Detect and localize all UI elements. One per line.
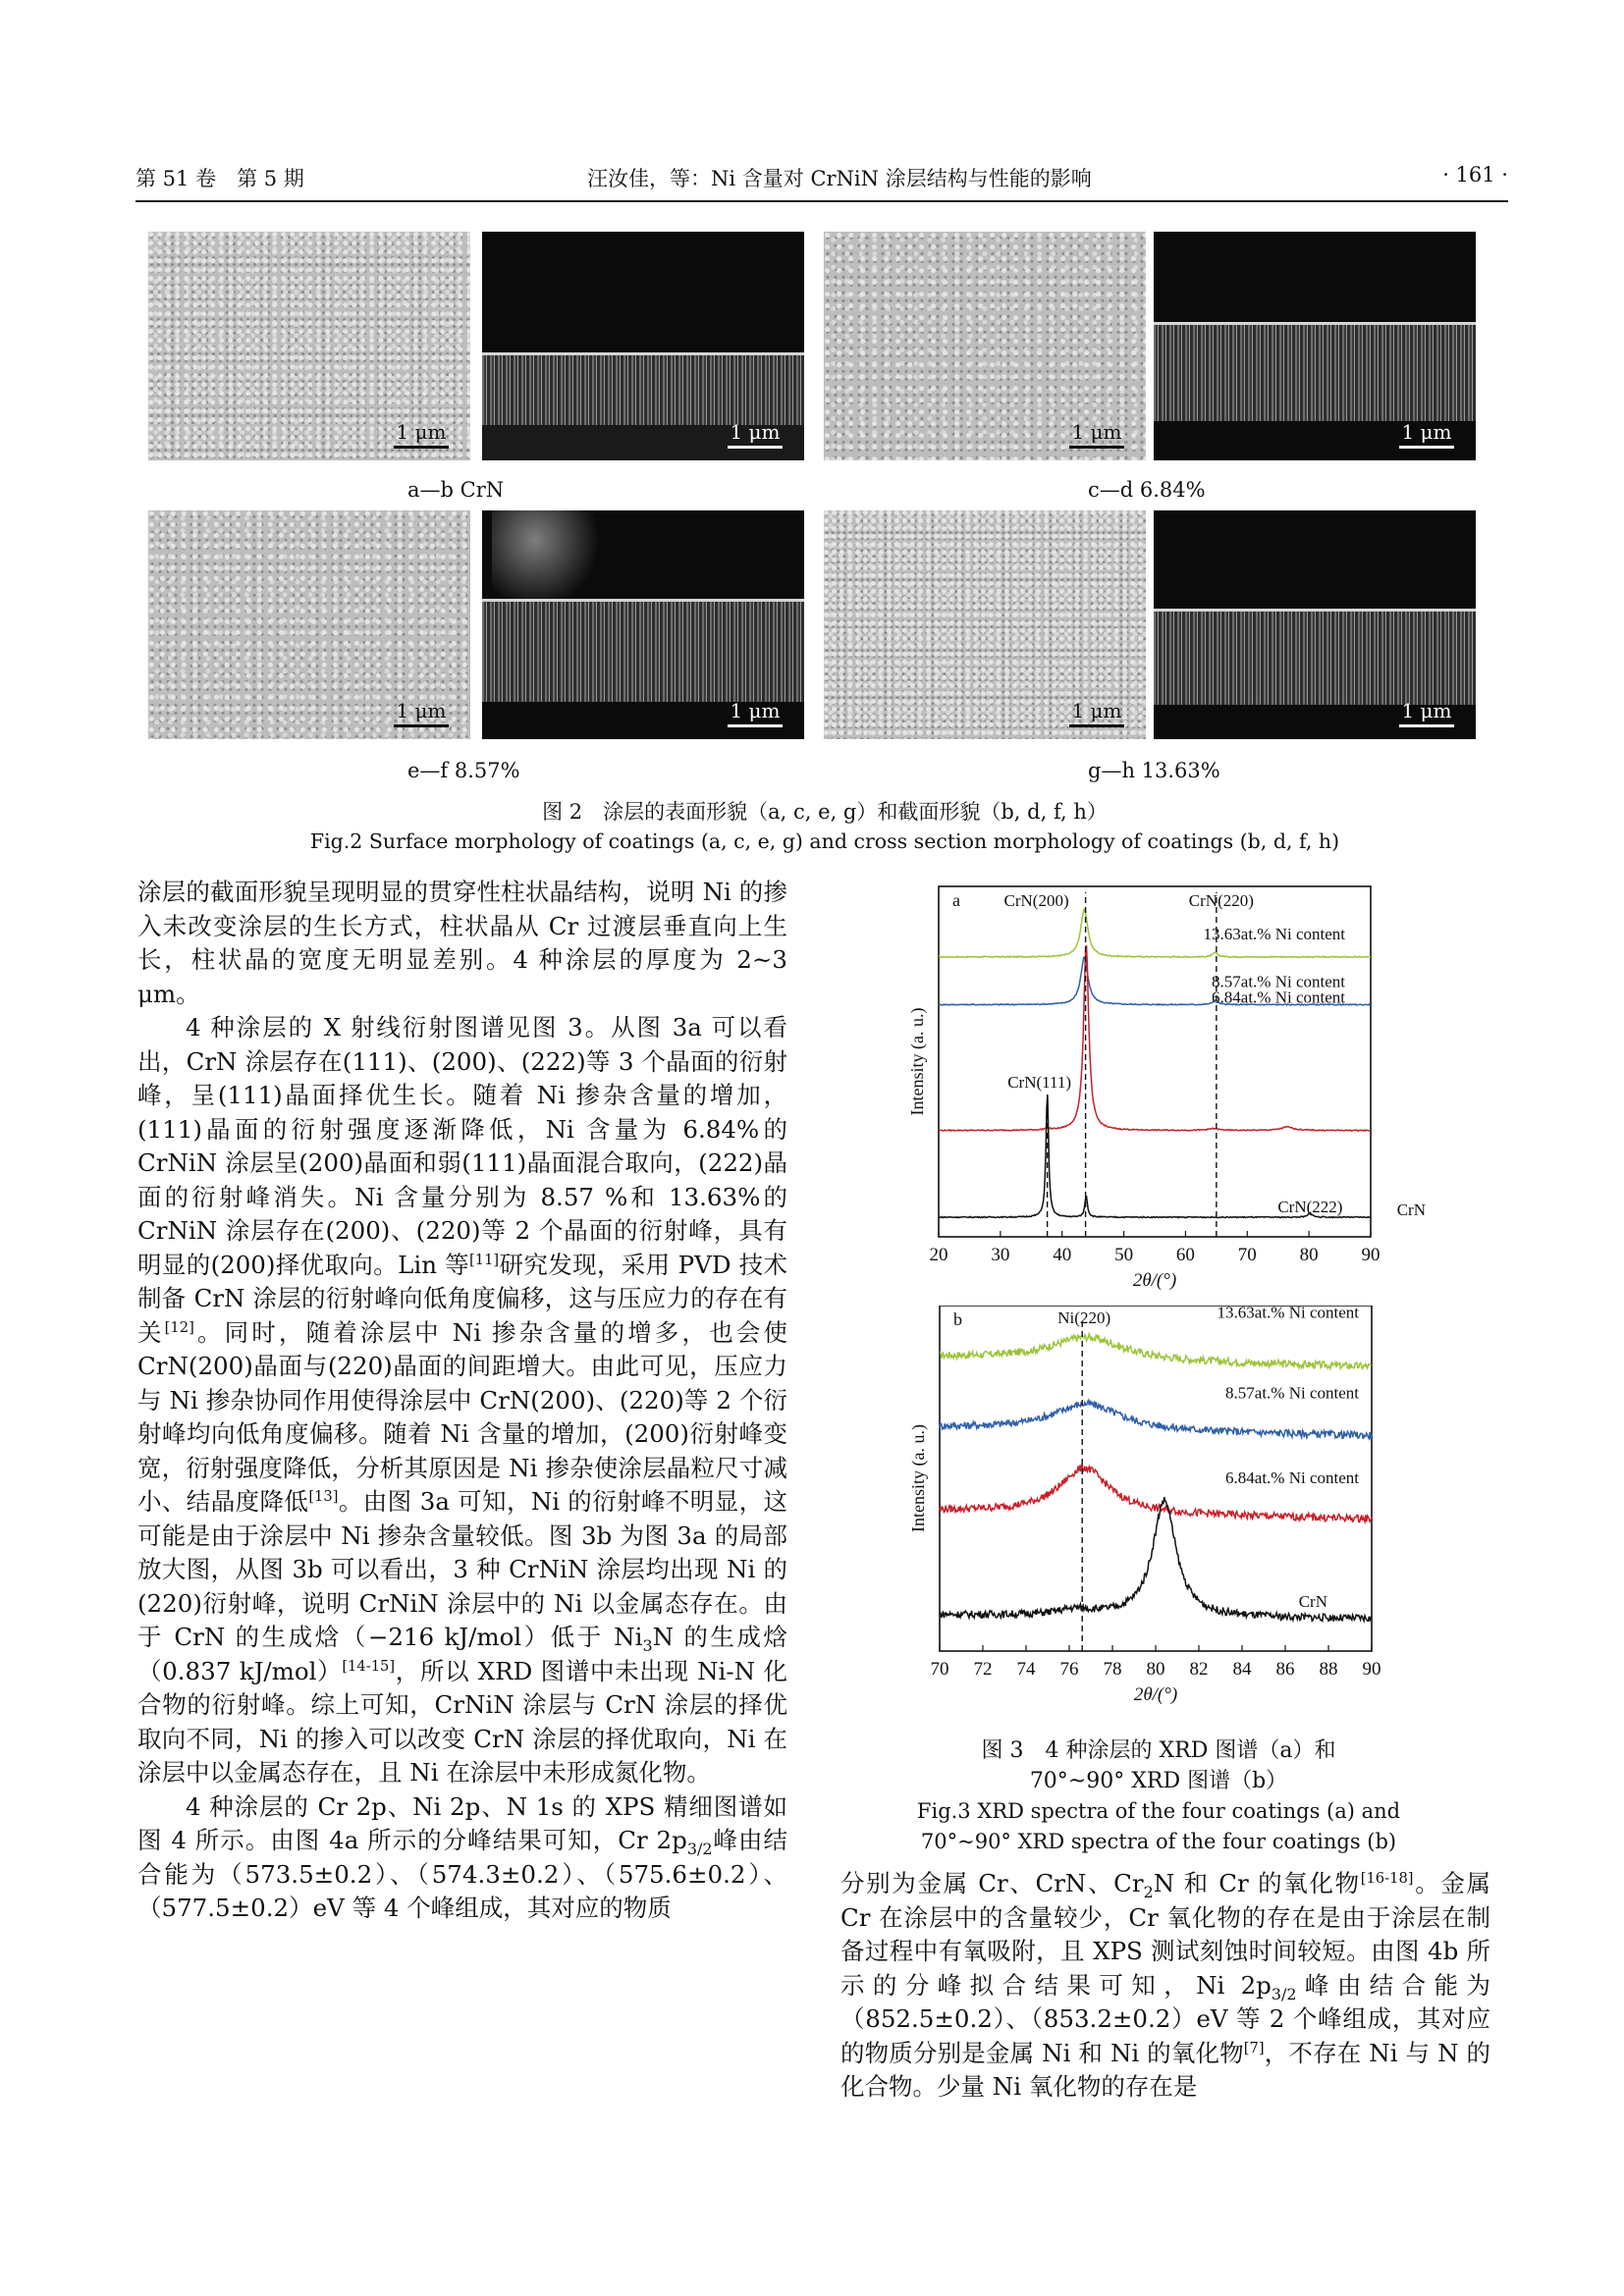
scale-bar <box>394 420 449 449</box>
series-label: 8.57at.% Ni content <box>1212 972 1345 991</box>
figure-3-caption-en-2: 70°~90° XRD spectra of the four coatings (b) <box>920 1830 1397 1853</box>
scale-label: 1 μm <box>730 420 781 444</box>
x-axis-label: 2θ/(°) <box>1132 1270 1177 1291</box>
paragraph-morphology: 涂层的截面形貌呈现明显的贯穿性柱状晶结构，说明 Ni 的掺入未改变涂层的生长方式，柱状晶从 Cr 过渡层垂直向上生长，柱状晶的宽度无明显差别。4 种涂层的厚度为 2~3 μm。 <box>137 878 787 1008</box>
sem-surface-c <box>824 232 1146 460</box>
left-column <box>137 876 787 1926</box>
scale-label: 1 μm <box>1401 699 1452 722</box>
x-tick-label: 70 <box>930 1659 949 1680</box>
text-run: ，不存在 Ni 与 N 的化合物。少量 Ni 氧化物的存在是 <box>840 2038 1490 2101</box>
panel-label: b <box>953 1309 962 1329</box>
panel-label-ef: e—f 8.57% <box>407 759 520 782</box>
x-tick-label: 84 <box>1232 1659 1252 1680</box>
panel-label-ab: a—b CrN <box>407 478 505 502</box>
citation[interactable]: [14-15] <box>342 1657 396 1675</box>
series-label: 8.57at.% Ni content <box>1225 1383 1359 1403</box>
citation[interactable]: [12] <box>164 1318 194 1336</box>
x-tick-label: 78 <box>1103 1659 1122 1680</box>
sem-section-b <box>482 232 804 460</box>
scale-label: 1 μm <box>396 699 447 722</box>
page-number: · 161 · <box>1442 163 1508 187</box>
x-tick-label: 90 <box>1361 1245 1380 1265</box>
subscript: 3/2 <box>686 1839 713 1858</box>
x-tick-label: 30 <box>991 1245 1010 1265</box>
scale-bar <box>728 699 783 727</box>
x-tick-label: 86 <box>1275 1659 1295 1680</box>
text-run: N 和 Cr 的氧化物 <box>1153 1869 1361 1897</box>
panel-label-cd: c—d 6.84% <box>1088 478 1206 502</box>
x-tick-label: 70 <box>1237 1245 1257 1265</box>
figure-3-caption-cn-1: 图 3 4 种涂层的 XRD 图谱（a）和 <box>981 1738 1336 1763</box>
y-axis-label: Intensity (a. u.) <box>907 1007 927 1116</box>
scale-label: 1 μm <box>396 420 447 444</box>
x-tick-label: 76 <box>1059 1659 1079 1680</box>
right-column <box>840 1867 1490 2105</box>
scale-bar <box>394 699 449 727</box>
subscript: 3 <box>642 1635 653 1655</box>
x-tick-label: 20 <box>929 1245 948 1265</box>
xrd-chart-a <box>884 879 1434 1291</box>
x-axis-label: 2θ/(°) <box>1133 1684 1178 1705</box>
x-tick-label: 40 <box>1053 1245 1072 1265</box>
figure-2-caption-en: Fig.2 Surface morphology of coatings (a, c, e, g) and cross section morphology of coatings (b, d, f, h) <box>309 829 1340 853</box>
subscript: 3/2 <box>1271 1984 1297 2003</box>
series-label: 6.84at.% Ni content <box>1212 988 1345 1007</box>
text-run: ，所以 XRD 图谱中未出现 Ni-N 化合物的衍射峰。综上可知，CrNiN 涂层与 CrN 涂层的择优取向不同，Ni 的掺入可以改变 CrN 涂层的择优取向，Ni 在涂层中以金属态存在，且 Ni 在涂层中未形成氮化物。 <box>137 1656 788 1787</box>
text-run: 4 种涂层的 X 射线衍射图谱见图 3。从图 3a 可以看出，CrN 涂层存在(111)、(200)、(222)等 3 个晶面的衍射峰，呈(111)晶面择优生长。随着 Ni 掺杂含量的增加，(111)晶面的衍射强度逐渐降低，Ni 含量为 6.84%的 CrNiN 涂层呈(200)晶面和弱(111)晶面混合取向，(222)晶面的衍射峰消失。Ni 含量分别为 8.57 %和 13.63%的 CrNiN 涂层存在(200)、(220)等 2 个晶面的衍射峰，具有明显的(200)择优取向。Lin 等 <box>137 1013 787 1279</box>
subscript: 2 <box>1143 1882 1154 1901</box>
citation[interactable]: [11] <box>469 1251 500 1268</box>
panel-label: a <box>952 890 960 910</box>
sem-section-h <box>1154 510 1476 739</box>
panel-label-gh: g—h 13.63% <box>1088 759 1220 782</box>
text-run: N 的生成焓（0.837 kJ/mol） <box>137 1623 787 1685</box>
sem-surface-a <box>148 232 470 460</box>
header-rule <box>135 200 1508 202</box>
figure-3-caption <box>864 1735 1453 1857</box>
series-label: 6.84at.% Ni content <box>1225 1468 1359 1488</box>
figure-3-caption-cn-2: 70°~90° XRD 图谱（b） <box>1029 1769 1288 1793</box>
series-line-13-63at-ni-content <box>940 1334 1372 1368</box>
sem-surface-g <box>824 510 1146 739</box>
scale-label: 1 μm <box>730 699 781 722</box>
journal-volume-issue: 第 51 卷 第 5 期 <box>135 167 304 190</box>
x-tick-label: 80 <box>1146 1659 1165 1680</box>
text-run: 研究发现，采用 PVD 技术制备 CrN 涂层的衍射峰向低角度偏移，这与压应力的存在有关 <box>137 1250 787 1347</box>
text-run: 4 种涂层的 Cr 2p、Ni 2p、N 1s 的 XPS 精细图谱如图 4 所示。由图 4a 所示的分峰结果可知，Cr 2p <box>137 1791 787 1854</box>
scale-label: 1 μm <box>1071 699 1122 722</box>
citation[interactable]: [13] <box>308 1487 339 1505</box>
series-label: 13.63at.% Ni content <box>1203 924 1345 943</box>
sem-surface-e <box>148 510 470 739</box>
scale-label: 1 μm <box>1401 420 1452 444</box>
figure-3a-chart <box>884 879 1434 1291</box>
figure-2-caption-cn: 图 2 涂层的表面形貌（a, c, e, g）和截面形貌（b, d, f, h） <box>542 800 1108 824</box>
figure-3-caption-en-1: Fig.3 XRD spectra of the four coatings (a) and <box>916 1799 1401 1823</box>
text-run: 峰由结合能为（573.5±0.2）、（574.3±0.2）、（575.6±0.2）、（577.5±0.2）eV 等 4 个峰组成，其对应的物质 <box>137 1826 788 1922</box>
x-tick-label: 50 <box>1114 1245 1134 1265</box>
paragraph-xps-continued <box>840 1867 1490 2105</box>
text-run: 峰由结合能为（852.5±0.2）、（853.2±0.2）eV 等 2 个峰组成，其对应的物质分别是金属 Ni 和 Ni 的氧化物 <box>840 1970 1490 2067</box>
citation[interactable]: [16-18] <box>1360 1869 1414 1887</box>
peak-label: CrN(111) <box>1007 1073 1072 1092</box>
x-tick-label: 90 <box>1362 1659 1381 1680</box>
scale-label: 1 μm <box>1071 420 1122 444</box>
peak-label: CrN(222) <box>1277 1198 1343 1216</box>
series-label: 13.63at.% Ni content <box>1217 1306 1359 1322</box>
text-run: 。同时，随着涂层中 Ni 掺杂含量的增多，也会使 CrN(200)晶面与(220)晶面的间距增大。由此可见，压应力与 Ni 掺杂协同作用使得涂层中 CrN(200)、(220)等 2 个衍射峰均向低角度偏移。随着 Ni 含量的增加，(200)衍射峰变宽，衍射强度降低，分析其原因是 Ni 掺杂使涂层晶粒尺寸减小、结晶度降低 <box>137 1317 787 1516</box>
series-line-8-57at-ni-content <box>940 1401 1372 1439</box>
series-label: CrN <box>1298 1592 1327 1612</box>
peak-label: CrN(200) <box>1003 891 1069 910</box>
scale-bar <box>1399 699 1454 727</box>
scale-bar <box>728 420 783 449</box>
sem-section-f <box>482 510 804 739</box>
citation[interactable]: [7] <box>1243 2039 1265 2056</box>
x-tick-label: 60 <box>1175 1245 1195 1265</box>
sem-section-d <box>1154 232 1476 460</box>
x-tick-label: 74 <box>1016 1659 1036 1680</box>
xrd-chart-b <box>884 1306 1434 1723</box>
scale-bar <box>1069 699 1124 727</box>
text-run: 分别为金属 Cr、CrN、Cr <box>840 1869 1144 1897</box>
x-tick-label: 82 <box>1189 1659 1209 1680</box>
scale-bar <box>1069 420 1124 449</box>
x-tick-label: 72 <box>973 1659 993 1680</box>
running-title: 汪汝佳，等：Ni 含量对 CrNiN 涂层结构与性能的影响 <box>587 167 1092 190</box>
figure-3b-chart <box>884 1306 1434 1723</box>
x-tick-label: 88 <box>1319 1659 1338 1680</box>
series-label: CrN <box>1396 1201 1426 1219</box>
paragraph-xps <box>137 1790 787 1926</box>
scale-bar <box>1399 420 1454 449</box>
text-run: 。由图 3a 可知，Ni 的衍射峰不明显，这可能是由于涂层中 Ni 掺杂含量较低。图 3b 为图 3a 的局部放大图，从图 3b 可以看出，3 种 CrNiN 涂层均出现 Ni 的(220)衍射峰，说明 CrNiN 涂层中的 Ni 以金属态存在。由于 CrN 的生成焓（−216 kJ/mol）低于 Ni <box>137 1487 787 1651</box>
y-axis-label: Intensity (a. u.) <box>908 1424 928 1532</box>
text-run: 。金属 Cr 在涂层中的含量较少，Cr 氧化物的存在是由于涂层在制备过程中有氧吸附，且 XPS 测试刻蚀时间较短。由图 4b 所示的分峰拟合结果可知，Ni 2p <box>840 1869 1491 2000</box>
peak-label: CrN(220) <box>1188 891 1254 910</box>
x-tick-label: 80 <box>1299 1245 1319 1265</box>
peak-label: Ni(220) <box>1057 1308 1111 1327</box>
running-header <box>135 159 1508 194</box>
paragraph-xrd <box>137 1011 787 1790</box>
